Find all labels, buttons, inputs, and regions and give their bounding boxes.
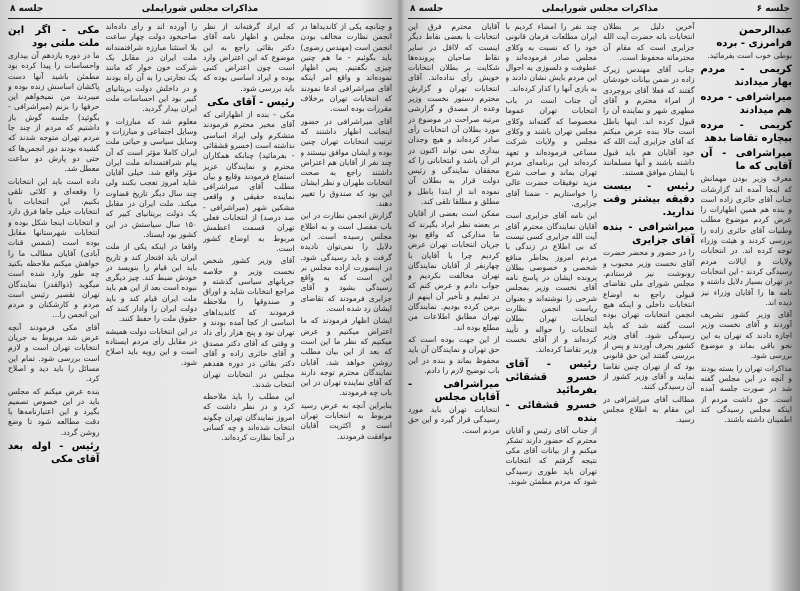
page-header [8,2,392,19]
running-title: مذاکرات مجلس شورایملی [141,4,259,14]
paragraph: معلوم شد که مبارزات و وسایل اجتماعی و مبارزات و وسایل سیاسی و حیاتی ملت ایران کاملا مؤثر است که آن پیام شرافتمندانه ملت ایران مؤثر واقع شد. خیلی آقایان شاید امروز تعجب بکنند ولی چند سال دیگر تاریخ قضاوت میکند. ملت ایران در مقابل یک دولت بریتانیای کبیر که ۱۵۰ سال سیاستش در این کشور بود ایستاد. [105,116,197,239]
paragraph: چند نفر را امضاء کردیم با ایران مطلعات فرمان قانونی خود را که نسبت به وکلای مجلس صادر فرموده‌اند و عطوفت و دلسوزی به احوال این مردم بایش نشان دادند و به بازی آنها را کذار کرده‌اند. [505,22,597,93]
session-number: جلسه ۸ [10,4,44,14]
paragraph: ایشان اظهار فرمودند که ما اعتراض میکنیم و عرض میکنیم که نظر ما این است که بعد از این بیان مطلب روشن خواهد شد. آقایان نمایندگان محترم توجه دارند که آقای نماینده تهران در این باب چه فرمودند. [300,316,392,398]
text-columns [8,22,392,585]
paragraph: بوطی خوب است بفرمائید. [707,51,792,60]
paragraph: از این جهت بوده است که حق تهران و نمایندگان آن باید محفوظ بماند و بنده در این باب توضیح لازم را دادم. [408,334,500,375]
speaker-heading: خسرو قشقائی - بنده [505,399,597,424]
paragraph: در این انتخابات دولت همیشه در مقابل رأی مردم ایستاده است و این رویه باید اصلاح شود. [105,326,197,367]
speaker-heading: رئیس - بیست دقیقه بیشتر وقت ندارید. [603,181,695,219]
paragraph: ما در دوره یازدهم آن بیداری واحساسات را پیدا کرده بود مطمئن باشید آنها دست پاکشان اساسش زنده بوده و میبردند من نمیخواهم این حرفها را بزنم (میراشرافی - بگوئید) جلسه گوش باز داشتیم که مردم از چند جا مردم تهران متوجه شدند که گشیده بودند دور انجمن‌ها که حتی دو پارش دو ساعت معطل شد. [8,51,100,174]
text-column [301,22,393,585]
speaker-heading: میراشرافی - بنده آقای جزایری [603,222,695,247]
page-header [408,2,792,19]
speaker-heading: کریمی - مردم بهار میدادند [700,64,792,89]
text-column [106,22,198,585]
paragraph: مکی - بنده از اظهاراتی که آقای مخبر محترم فرمودند متشکرم ولی ایراد اساسی نداشته است (خسرو قشقائی - بفرمائید) چنانکه همکاران محترم و نمایندگان عزیز استماع فرمودند وقایع و بیان مطلب آقای میراشرافی نماینده حقیقی و واقعی مشکین شهر (میراشرافی - صد درصد) از انتخابات فعلی تهران قسمت اعظمش مربوط به اوضاع کشور است. [203,110,295,253]
speaker-heading: کریمی - مرده بیچاره تقاضا بدهد [700,120,792,145]
text-column [603,22,695,585]
paragraph: گزارش انجمن نظارت در این باب مفصل است و به اطلاع مجلس رسیده است. این دلایل را نمی‌توان نادیده گرفت و باید رسیدگی شود. در اینصورت اراده مجلس بر این است که به واقع رسیدگی بشود و آقای جزایری فرمودند که تقاضای ایشان رد شده است. [300,211,392,314]
speaker-heading: عبدالرحمن فرامرزی - برده [716,25,792,49]
speaker-heading: میراشرافی - آن آقایی که ما [700,148,792,173]
speaker-heading: رئیس - آقای خسرو قشقائی بفرمائید [505,358,597,396]
paragraph: آقای میراشرافی در حضور اینجانب اظهار داشتند که ترتیب انتخابات تهران چنین بوده و ایشان موافق نیستند و چند نفر از آقایان هم اعتراض داشتند راجع به صحت انتخابات طهران و نظر ایشان این بود که صندوق را تغییر دهند. [300,116,392,209]
paragraph: جناب آقای مهندس زیرک زاده در ضمن بیانات خودشان گفتند که فعلا آقای بروجردی از امراء محترم و آقای مطهری شهر و نماینده آن را قبول کرده اند. اینها باطل است حالا بنده عرض میکنم که آقای جزایری آیت الله که خود آقایان هم باید قبول داشته باشند و آنها مسلمانند با ایشان موافق هستند. [603,65,695,178]
paragraph: را آورده اند و رأی داده‌اند صاحبخود دولت چهار ساعت بلا استثنا مبارزه شرافتمندانه ملت ایران در مقابل یک شرکت خون خوار که مانند یک تجارتی را به آن راه بودند و در داخلش دولت بریتانیای کبیر بود این احساسات ملت ایران بیدار گردید. [105,22,197,114]
paragraph: معرف وزیر بودن مهمانش که اینجا آمده اند گزارشات جناب آقای حائری زاده است و بنده هم همین اظهارات را عرض کردم موضوع مطلب وطنیات آقای حائری زاده را بررسی کردند و هیئت وزراء توجه کرده اند. در انتخابات ولایات و ایالات مردم رسیدگی کردند - این انتخابات در تهران بسیار دلایل داشته و نامه ها را آقایان وزراء نیز دیده اند. [700,174,792,307]
paragraph: آقایان محترم فرق این انتخابات با بعضی نقاط دیگر اینست که لااقل در سایر نقاط صاحبان پرونده‌ها شکایت بر بطلان انتخابات خویش رأی نداده‌اند. آقای انتخابات تهران و گزارش محترم دستور نخست وزیر وعده از مصدق و گزارشی مرتبه صراحت در موضوع در مورد بطلان آن انتخابات رأی صادر کرده‌اند و هیچ وجدان بیداری نمی تواند اکنون در اثر آن باشد و انتخاباتی را که محققان نمایندگی و رئیس دولت قرار به بطلان آن نموده اند از ابتدا باطل و مطلق و مطلقا تلقی کند. [408,22,500,207]
text-column [8,22,100,585]
paragraph: آن جناب است در باب انتخابات تهران عموما مخصوصا که گفته‌اند وکلای مجلس تهران باشند و وکلای مجلس و ولایات شرکت مساعی فرموده‌اند و تعهد کرده‌اند این برنامه‌ای مردم تهران بماند و صاحب شرع مزید توفیقات حضرت عالی را خواستاریم - ضمنا آقای جزایری. [505,96,597,209]
paragraph: ممکن است بعضی از آقایان بر بعضه نظر ایراد بگیرند که ما مدارکی که واقع بود جریان انتخابات تهران عرض کردیم چرا با آقایان با چهارنفر از آقایان نمایندگان تهران مخالفت نکردیم و جواب دادم و عرض کنم که در تعلیم و تأخیر آن اینهم از برمن کرده بودیم. نمایندگان تهران مطابق اطلاعات من مطلع بوده اند. [408,209,500,332]
paragraph: این نامه آقای جزایری است آقایان نمایندگان محترم آقای آیت الله جزایری کسی نیست که بی اطلاع در زندگی با مردم امروز بخاطر منافع شخصی و خصوصی بطلان پرونده ایشان در پاسخ نامه آقای نخست وزیر بمجلس شرحی را نوشته‌اند و بعنوان ریاست انجمن نظارت انتخابات تهران بطلان انتخابات را حواله و تأیید کرده‌اند و از آقای نخست وزیر تقاضا کرده‌اند. [505,211,597,355]
session-number: جلسه ۸ [410,4,444,14]
text-column [506,22,598,585]
paragraph: را در حضور و محضر حضرت آقای نخست وزیر محبوب و رونوشت نیز فرستادم. مجلس شورای ملی تقاضای قبولی راجع به اوضاع انتخابات داخلی و اینکه هیچ انجمن انتخابات تهران بوده است گفته شد که باید رسیدگی شود. آقای وزیر کشور بحرف آوردند و پس از بررسی گفتند این حق قانونی بود که از تهران چنین تقاضا نمایند و آقای وزیر کشور از آن رسیدگی کنند. [603,248,695,392]
paragraph: آقای مکی فرمودند آنچه عرض شد مربوط به جریان انتخابات تهران است و لازم است بررسی شود. تمام این مسائل را باید دید و اصلاح کرد. [8,322,100,384]
paragraph: انتخابات تهران باید مورد رسیدگی قرار گیرد و این حق مردم است. [408,405,500,435]
paragraph: این مطلب را باید ملاحظه کرد و در نظر داشت که امروز نمایندگان تهران چگونه انتخاب شده‌اند و چه کسانی در آنجا نظارت کرده‌اند. [203,392,295,443]
paragraph: آقای وزیر کشور تشریف آوردند و آقای نخست وزیر اجازه دادند که تهران به این نحو باقی بماند و موضوع بررسی شود. [700,310,792,361]
paragraph: از جناب آقای رئیس و آقایان محترم که حضور دارند تشکر میکنم و از بیانات آقای مکی نتیجه گرفتم که انتخابات تهران باید طوری رسیدگی شود که مردم مطمئن شوند. [505,425,597,486]
speaker-heading: رئیس - اوله بعد آقای مکی [8,440,100,465]
paragraph: بنده عرض میکنم که مجلس باید در این خصوص تصمیم بگیرد و این اعتبارنامه‌ها با دقت مطالعه شود تا وضع روشن گردد. [8,386,100,437]
paragraph: و چنانچه یکی از کاندیداها در انجمن نظارت مخالف بودن انجمن است (مهندس رضوی) باید بگوئیم - ما هم چنین چیزی نگفتیم. پس اظهار نموده‌اند و واقع امر اینکه آقای میراشرافی ادعا نمودند که انتخابات تهران برخلاف مقررات بوده است. [300,22,392,114]
paragraph: واقعا در اینکه یکی از ملت ایران باید افتخار کند و تاریخ باید این قیام را بنویسد در خودش ضبط کند. چیز دیگری نبوده است بعد از این هم باید ملت ایران قیام کند و باید دولت ایران را وادار کنند که حقوق ملت را حفظ کنند. [105,242,197,324]
text-column [203,22,295,585]
text-columns [408,22,792,585]
paragraph: بنابراین آنچه به عرض رسید مربوط به انتخابات تهران است و اکثریت آقایان موافقت فرمودند. [300,400,392,441]
speaker-heading: مکی - اگر این ملت ملتی بود [8,25,100,49]
paragraph: داده است باید این انتخابات را وقعه‌ای و کلائی تلقی بکنیم. این انتخابات با انتخابات خیلی جاها فرق دارد و انتخابات اینجا شکل بوده و انتخابات شهرستانها مقابل بوده است (شمس قنات آبادی) آقایان مطالب ما را خواهش میکنم ملاحظه بکنید چه طور وارد شده است میگوید (ذوالقدر) نمایندگان تهران تقصیر رئیس است مردم و کارشکنان و مردم این انجمن را... [8,176,100,320]
paragraph: مطالب آقای میراشرافی در این مقام به اطلاع مجلس رسید. [603,394,695,425]
text-column [408,22,500,585]
right-page [400,0,800,591]
paragraph: آقای وزیر کشور شخص نخست وزیر و خلاصه جریانهای سیاسی گذشته و مراجع انتخابات شاید و اوراق و صندوقها را ملاحظه فرمودند که کاندیداهای اساسی از کجا آمده بودند و تهران نود و پنج هزار رأی داد و وقتی که آقای دکتر مصدق و آقای حائری زاده و آقای دکتر بقائی در دوره هفدهم مجلس در انتخابات تهران انتخاب شدند. [203,256,295,389]
paragraph: آخرین دلیل بر بطلان انتخابات بانه حضرت آیت الله جزایری است که مقام آن محترمانه محفوظ است. [603,22,695,62]
running-title: مذاکرات مجلس شورایملی [541,4,659,14]
speaker-heading: میراشرافی - آقایان مجلس [408,379,500,404]
speaker-heading: رئیس - آقای مکی [207,97,295,109]
speaker-heading: میراشرافی - مرده هم میدادند [700,92,792,117]
page-session-label: جلسه ۶ [756,4,790,14]
text-column [701,22,793,585]
paragraph: مذاکرات تهران را بسته بودند و آنچه در این مجلس گفته شد در صورت جلسه آمده است. حق داشت مردم از اینکه مجلس رسیدگی کند اطمینان داشته باشند. [700,363,792,425]
paragraph: که ایراد گرفته‌اند از نظر مجلس و اظهار نامه آقای دکتر بقائی راجع به این موضوع که این اعتراض وارد است چون اعتراض کتبی بوده و ایراد اساسی بوده که باید بررسی شود. [203,22,295,93]
